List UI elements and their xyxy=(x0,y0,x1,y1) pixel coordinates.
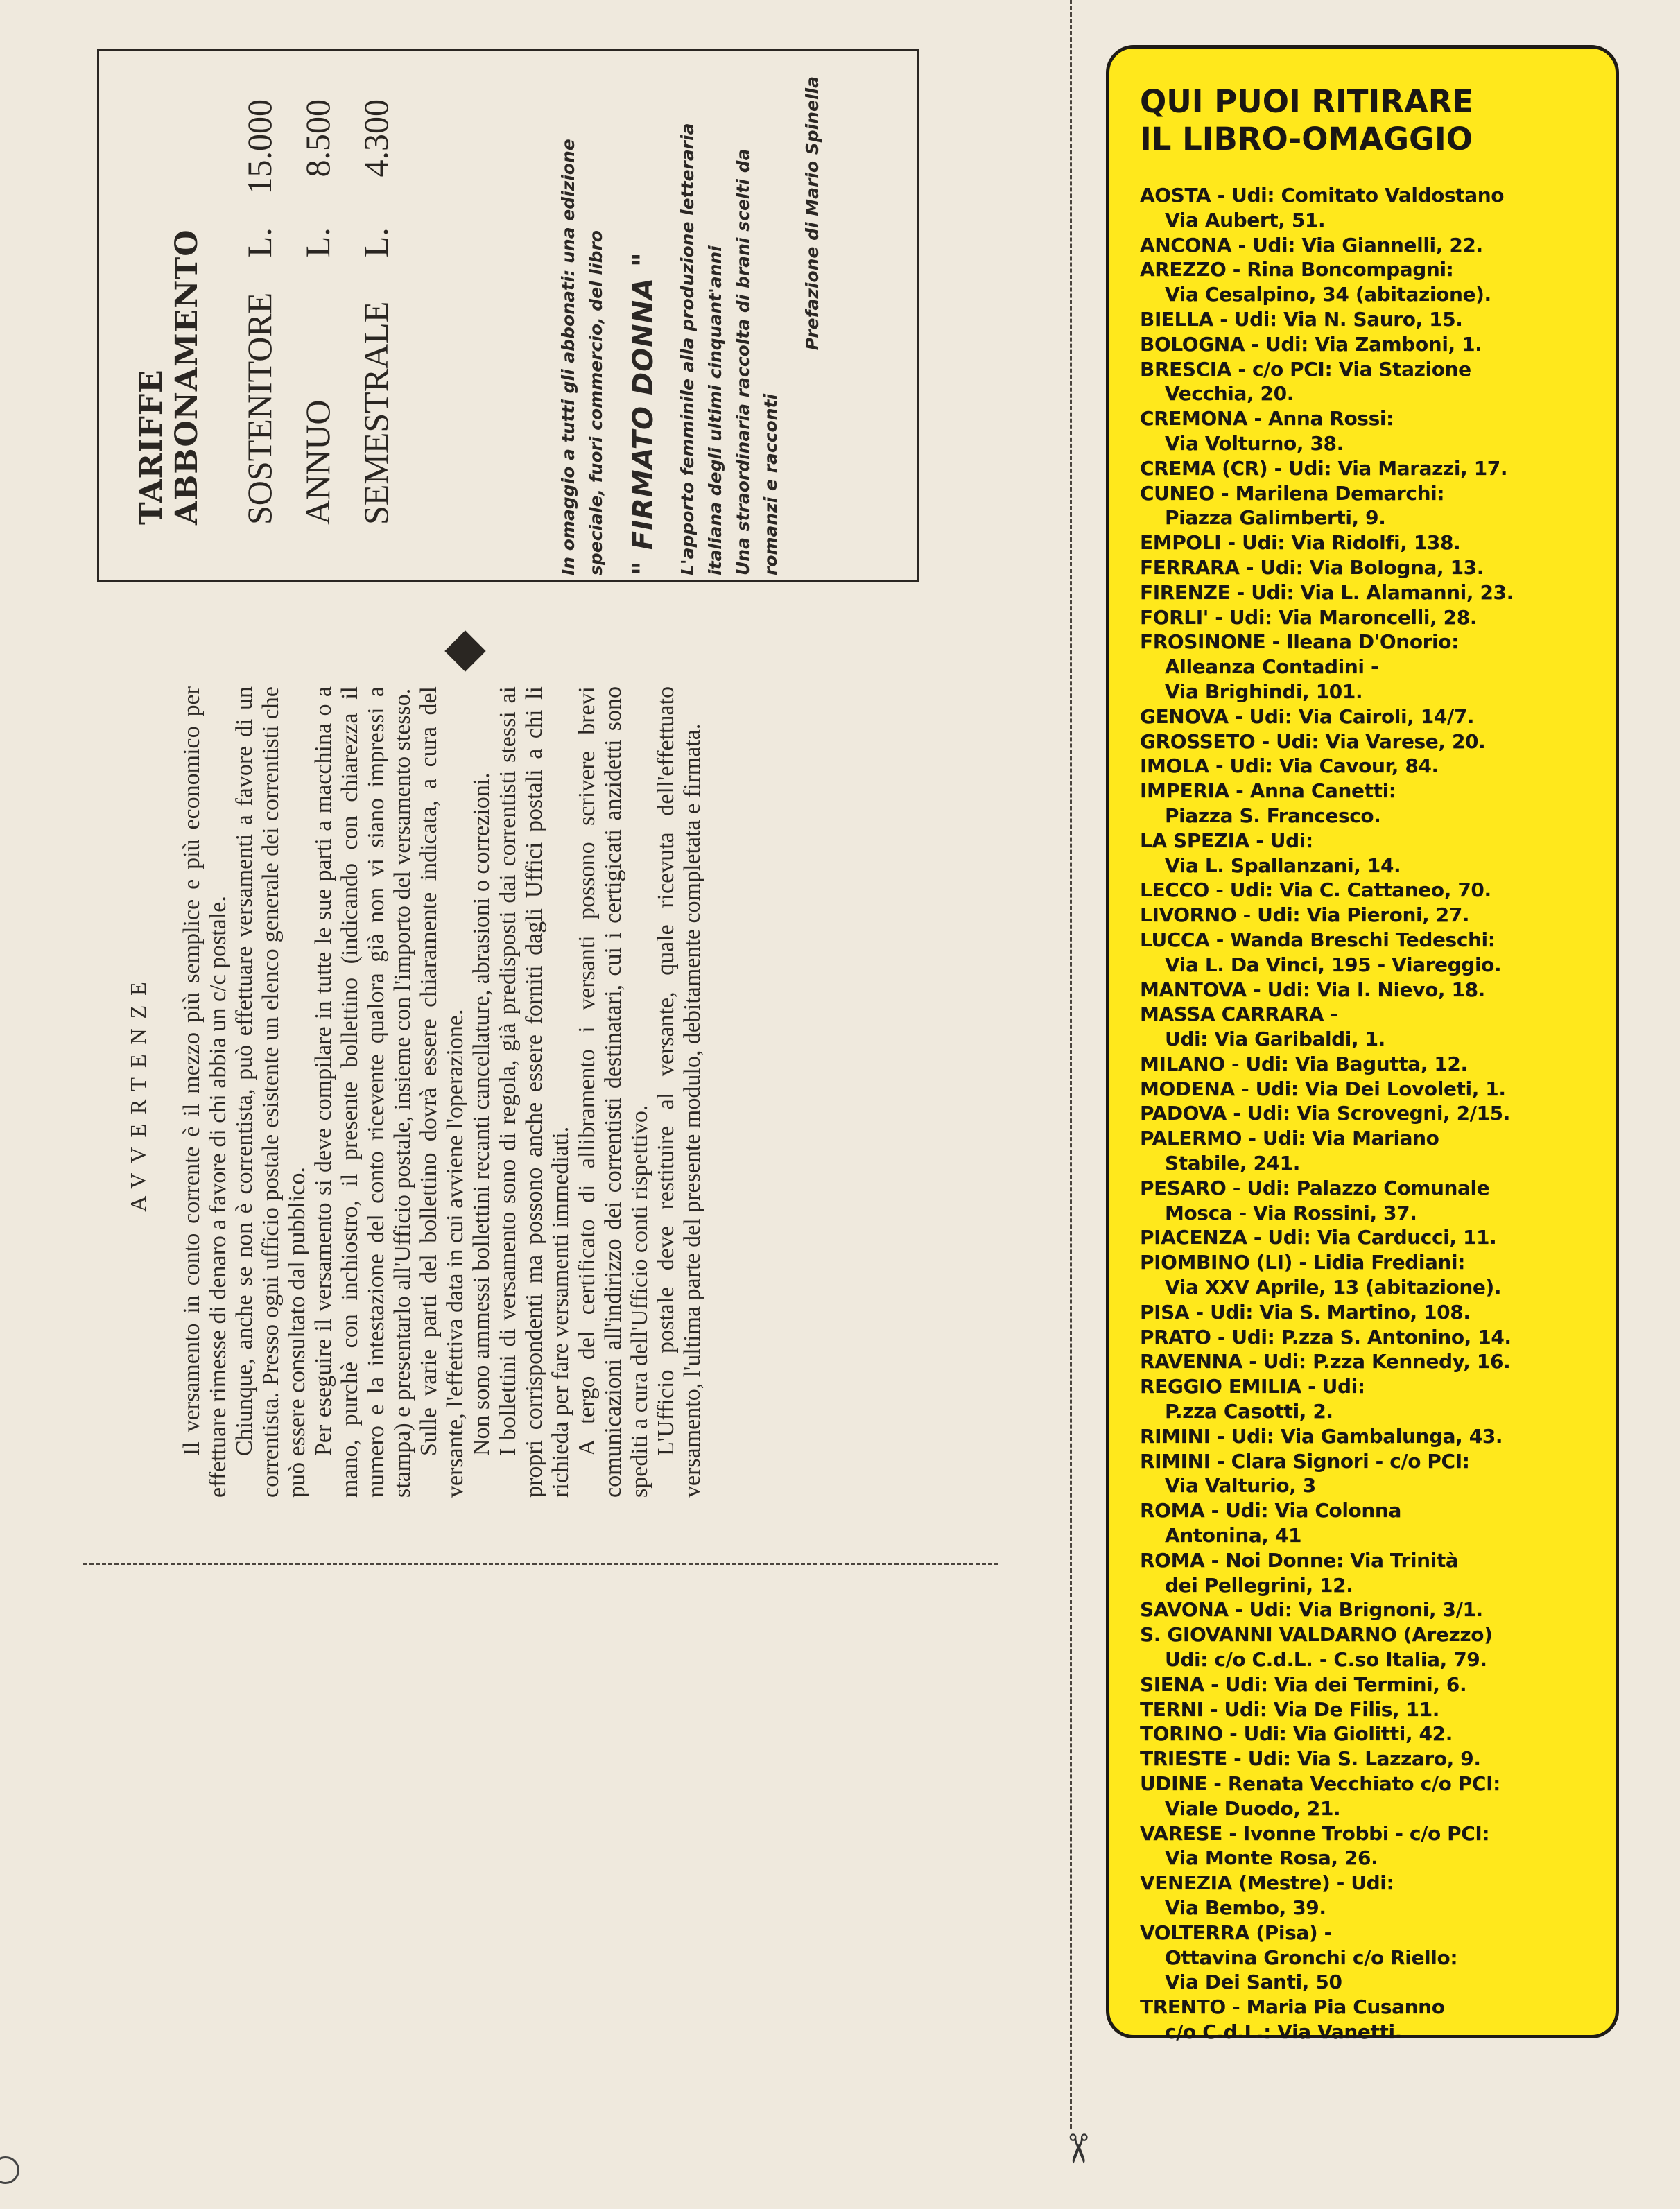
location-line-continued: Via Brighindi, 101. xyxy=(1165,679,1363,703)
location-line: LUCCA - Wanda Breschi Tedeschi: xyxy=(1140,928,1496,951)
location-entry xyxy=(1140,928,1597,978)
location-line-continued: Ottavina Gronchi c/o Riello: xyxy=(1165,1946,1458,1969)
location-line: CREMA (CR) - Udi: Via Marazzi, 17. xyxy=(1140,456,1508,480)
location-entry xyxy=(1140,729,1597,754)
location-line: PIACENZA - Udi: Via Carducci, 11. xyxy=(1140,1226,1497,1249)
location-line: TERNI - Udi: Via De Filis, 11. xyxy=(1140,1697,1440,1721)
location-entry xyxy=(1140,580,1597,605)
location-line: VENEZIA (Mestre) - Udi: xyxy=(1140,1871,1394,1895)
location-entry xyxy=(1140,307,1597,332)
location-entry xyxy=(1140,456,1597,481)
location-entry xyxy=(1140,1052,1597,1077)
location-line-continued: Via Dei Santi, 50 xyxy=(1165,1970,1342,1994)
location-line: ROMA - Udi: Via Colonna xyxy=(1140,1499,1401,1523)
tariff-currency: L. xyxy=(298,227,337,258)
diamond-icon xyxy=(444,630,485,671)
location-line: LA SPEZIA - Udi: xyxy=(1140,829,1313,852)
location-entry xyxy=(1140,1300,1597,1325)
location-entry xyxy=(1140,1747,1597,1771)
location-line: CUNEO - Marilena Demarchi: xyxy=(1140,481,1445,505)
location-entry xyxy=(1140,1225,1597,1250)
location-line: AREZZO - Rina Boncompagni: xyxy=(1140,258,1454,281)
location-entry xyxy=(1140,1995,1597,2045)
tariff-amount: 15.000 xyxy=(240,99,279,195)
location-entry xyxy=(1140,183,1597,233)
location-entry xyxy=(1140,1374,1597,1424)
pickup-locations-panel xyxy=(1106,45,1619,2043)
location-entry xyxy=(1140,903,1597,928)
location-line-continued: Stabile, 241. xyxy=(1165,1152,1300,1175)
tariff-label: ANNUO xyxy=(298,399,337,525)
location-line: PRATO - Udi: P.zza S. Antonino, 14. xyxy=(1140,1325,1512,1349)
location-line: AOSTA - Udi: Comitato Valdostano xyxy=(1140,184,1505,207)
tariff-table xyxy=(239,99,414,525)
location-line-continued: Udi: Via Garibaldi, 1. xyxy=(1165,1028,1385,1051)
avvertenze-paragraph: Sulle varie parti del bollettino dovrà essere chiaramente indicata, a cura del versante, l'effettiva data in cui avviene l'operazione. xyxy=(416,686,468,1498)
location-entry xyxy=(1140,1722,1597,1747)
location-line-continued: Via Aubert, 51. xyxy=(1165,208,1326,232)
location-entry xyxy=(1140,1871,1597,1921)
location-entry xyxy=(1140,1498,1597,1548)
location-line: S. GIOVANNI VALDARNO (Arezzo) xyxy=(1140,1623,1493,1647)
location-entry xyxy=(1140,605,1597,630)
omaggio-block xyxy=(555,69,887,575)
location-line-continued: Vecchia, 20. xyxy=(1165,382,1294,406)
location-line: VOLTERRA (Pisa) - xyxy=(1140,1921,1332,1944)
location-line: MANTOVA - Udi: Via I. Nievo, 18. xyxy=(1140,978,1485,1001)
location-line: TRENTO - Maria Pia Cusanno xyxy=(1140,1995,1445,2019)
location-line: FORLI' - Udi: Via Maroncelli, 28. xyxy=(1140,605,1478,629)
location-line: MASSA CARRARA - xyxy=(1140,1003,1338,1026)
location-line: RIMINI - Udi: Via Gambalunga, 43. xyxy=(1140,1424,1503,1448)
tariff-currency: L. xyxy=(240,227,279,258)
location-entry xyxy=(1140,978,1597,1003)
avvertenze-paragraph: Il versamento in conto corrente è il mezzo più semplice e più economico per effettuare rimesse di denaro a favore di chi abbia un c/c postale. xyxy=(179,686,231,1498)
location-entry xyxy=(1140,754,1597,779)
location-entry xyxy=(1140,630,1597,704)
omaggio-desc-1: L'apporto femminile alla produzione letteraria xyxy=(677,123,698,575)
scissors-icon: ✂ xyxy=(1055,2131,1100,2166)
location-line: ANCONA - Udi: Via Giannelli, 22. xyxy=(1140,233,1483,257)
location-line: BOLOGNA - Udi: Via Zamboni, 1. xyxy=(1140,332,1482,356)
location-line: IMOLA - Udi: Via Cavour, 84. xyxy=(1140,754,1439,778)
location-line: PADOVA - Udi: Via Scrovegni, 2/15. xyxy=(1140,1102,1510,1125)
location-line: MODENA - Udi: Via Dei Lovoleti, 1. xyxy=(1140,1077,1506,1100)
location-entry xyxy=(1140,1771,1597,1821)
cut-line-vertical xyxy=(1070,0,1072,2129)
location-entry xyxy=(1140,530,1597,555)
location-entry xyxy=(1140,257,1597,307)
location-line: RAVENNA - Udi: P.zza Kennedy, 16. xyxy=(1140,1350,1511,1374)
location-line: BIELLA - Udi: Via N. Sauro, 15. xyxy=(1140,307,1463,331)
location-line: VARESE - Ivonne Trobbi - c/o PCI: xyxy=(1140,1821,1490,1845)
location-line-continued: Via Cesalpino, 34 (abitazione). xyxy=(1165,283,1491,306)
location-entry xyxy=(1140,332,1597,357)
location-entry xyxy=(1140,878,1597,903)
tariff-row xyxy=(356,99,414,525)
location-entry xyxy=(1140,1101,1597,1126)
location-line: MILANO - Udi: Via Bagutta, 12. xyxy=(1140,1052,1468,1075)
location-line-continued: Via L. Da Vinci, 195 - Viareggio. xyxy=(1165,953,1502,976)
location-line: BRESCIA - c/o PCI: Via Stazione xyxy=(1140,357,1471,381)
location-entry xyxy=(1140,1622,1597,1672)
tariff-amount: 8.500 xyxy=(298,99,337,177)
location-line-continued: Udi: c/o C.d.L. - C.so Italia, 79. xyxy=(1165,1648,1487,1672)
location-line: SAVONA - Udi: Via Brignoni, 3/1. xyxy=(1140,1598,1483,1622)
location-entry xyxy=(1140,233,1597,258)
location-line: LECCO - Udi: Via C. Cattaneo, 70. xyxy=(1140,878,1491,902)
tariff-row xyxy=(297,99,356,525)
location-line-continued: dei Pellegrini, 12. xyxy=(1165,1573,1353,1597)
location-entry xyxy=(1140,481,1597,531)
omaggio-intro-1: In omaggio a tutti gli abbonati: una edizione xyxy=(558,139,578,575)
location-line-continued: Via Monte Rosa, 26. xyxy=(1165,1846,1378,1870)
location-line: UDINE - Renata Vecchiato c/o PCI: xyxy=(1140,1772,1500,1795)
location-line-continued: Via Bembo, 39. xyxy=(1165,1896,1326,1919)
location-entry xyxy=(1140,1449,1597,1499)
location-entry xyxy=(1140,704,1597,729)
location-line-continued: Antonina, 41 xyxy=(1165,1524,1302,1548)
location-line: FROSINONE - Ileana D'Onorio: xyxy=(1140,630,1459,654)
location-entry xyxy=(1140,829,1597,878)
location-line: TRIESTE - Udi: Via S. Lazzaro, 9. xyxy=(1140,1747,1481,1771)
book-title: " FIRMATO DONNA " xyxy=(627,252,659,575)
location-entry xyxy=(1140,357,1597,407)
location-entry xyxy=(1140,1548,1597,1598)
tariff-label: SEMESTRALE xyxy=(356,301,395,525)
panel-title-line: QUI PUOI RITIRARE xyxy=(1140,83,1474,120)
location-entry xyxy=(1140,1349,1597,1374)
avvertenze-paragraph: Non sono ammessi bollettini recanti cancellature, abrasioni o correzioni. xyxy=(469,772,494,1456)
avvertenze-paragraph: L'Ufficio postale deve restituire al versante, quale ricevuta dell'effettuato versamento, l'ultima parte del presente modulo, debitamente completata e firmata. xyxy=(653,686,705,1498)
location-line: FERRARA - Udi: Via Bologna, 13. xyxy=(1140,555,1484,579)
location-line: REGGIO EMILIA - Udi: xyxy=(1140,1375,1365,1398)
cut-line-horizontal xyxy=(83,1563,998,1565)
location-entry xyxy=(1140,1077,1597,1102)
location-line: PISA - Udi: Via S. Martino, 108. xyxy=(1140,1300,1471,1324)
location-line-continued: Via Valturio, 3 xyxy=(1165,1474,1316,1498)
location-line-continued: Piazza Galimberti, 9. xyxy=(1165,506,1386,530)
avvertenze-section xyxy=(125,686,922,1498)
location-line-continued: P.zza Casotti, 2. xyxy=(1165,1400,1333,1423)
tariff-row xyxy=(239,99,297,525)
location-line: CREMONA - Anna Rossi: xyxy=(1140,407,1394,431)
location-line-continued: Alleanza Contadini - xyxy=(1165,655,1379,679)
location-line: EMPOLI - Udi: Via Ridolfi, 138. xyxy=(1140,531,1461,555)
location-line-continued: Viale Duodo, 21. xyxy=(1165,1796,1341,1820)
avvertenze-paragraph: Per eseguire il versamento si deve compilare in tutte le sue parti a macchina o a mano, purchè con inchiostro, il presente bollettino (indicando con chiarezza il numero e la intestazione del conto ricevente qualora già non vi siano impressi a stampa) e presentarlo all'Ufficio postale, insieme con l'importo del versamento stesso. xyxy=(311,686,415,1498)
location-entry xyxy=(1140,1597,1597,1622)
omaggio-desc-2: italiana degli ultimi cinquant'anni xyxy=(705,245,725,575)
location-line-continued: Via Volturno, 38. xyxy=(1165,431,1344,455)
location-line: FIRENZE - Udi: Via L. Alamanni, 23. xyxy=(1140,580,1514,604)
location-entry xyxy=(1140,406,1597,456)
location-line-continued: Via L. Spallanzani, 14. xyxy=(1165,854,1401,877)
omaggio-desc-3: Una straordinaria raccolta di brani scelti da xyxy=(733,148,753,575)
location-line: GENOVA - Udi: Via Cairoli, 14/7. xyxy=(1140,704,1475,728)
location-entry xyxy=(1140,1176,1597,1226)
avvertenze-title: AVVERTENZE xyxy=(125,972,150,1212)
location-entry xyxy=(1140,1250,1597,1300)
tariff-currency: L. xyxy=(356,227,395,258)
tariff-title: TARIFFE ABBONAMENTO xyxy=(134,229,205,525)
omaggio-intro-2: speciale, fuori commercio, del libro xyxy=(586,230,606,575)
tariff-label: SOSTENITORE xyxy=(240,292,279,525)
omaggio-desc-4: romanzi e racconti xyxy=(761,393,781,575)
location-line-continued: Mosca - Via Rossini, 37. xyxy=(1165,1201,1417,1224)
panel-title xyxy=(1140,83,1597,158)
location-entry xyxy=(1140,1821,1597,1871)
location-line-continued: Piazza S. Francesco. xyxy=(1165,804,1381,827)
location-entry xyxy=(1140,1424,1597,1449)
location-entry xyxy=(1140,1697,1597,1722)
location-entry xyxy=(1140,1672,1597,1697)
location-line: GROSSETO - Udi: Via Varese, 20. xyxy=(1140,729,1486,753)
location-entry xyxy=(1140,1325,1597,1350)
location-entry xyxy=(1140,779,1597,829)
location-line: IMPERIA - Anna Canetti: xyxy=(1140,779,1396,803)
location-line: RIMINI - Clara Signori - c/o PCI: xyxy=(1140,1449,1470,1473)
location-line: PIOMBINO (LI) - Lidia Frediani: xyxy=(1140,1251,1466,1274)
tariff-amount: 4.300 xyxy=(356,99,395,177)
location-line: ROMA - Noi Donne: Via Trinità xyxy=(1140,1548,1459,1572)
location-entry xyxy=(1140,555,1597,580)
registration-mark xyxy=(0,2156,19,2184)
location-line: PESARO - Udi: Palazzo Comunale xyxy=(1140,1176,1490,1199)
preface-credit: Prefazione di Mario Spinella xyxy=(802,76,822,351)
avvertenze-paragraph: A tergo del certificato di allibramento i versanti possono scrivere brevi comunicazioni all'indirizzo dei correntisti destinatari, cui i certigicati anzidetti sono spediti a cura dell'Ufficio conti rispettivo. xyxy=(574,686,652,1498)
location-list xyxy=(1140,183,1597,2045)
location-entry xyxy=(1140,1921,1597,1995)
location-line: TORINO - Udi: Via Giolitti, 42. xyxy=(1140,1722,1453,1746)
avvertenze-paragraph: I bollettini di versamento sono di regola, già predisposti dai correntisti stessi ai propri corrispondenti ma possono anche essere forniti dagli Uffici postali a chi li richieda per fare versamenti immediati. xyxy=(495,686,573,1498)
location-line: SIENA - Udi: Via dei Termini, 6. xyxy=(1140,1672,1467,1696)
location-line-continued: Via XXV Aprile, 13 (abitazione). xyxy=(1165,1276,1502,1299)
avvertenze-paragraph: Chiunque, anche se non è correntista, può effettuare versamenti a favore di un correntista. Presso ogni ufficio postale esistente un elenco generale dei correntisti che può essere consultato dal pubblico. xyxy=(232,686,310,1498)
location-line: LIVORNO - Udi: Via Pieroni, 27. xyxy=(1140,903,1470,927)
panel-title-line: IL LIBRO-OMAGGIO xyxy=(1140,121,1473,157)
location-entry xyxy=(1140,1126,1597,1176)
location-entry xyxy=(1140,1002,1597,1052)
location-line-continued: c/o C.d.L.: Via Vanetti. xyxy=(1165,2020,1402,2043)
location-line: PALERMO - Udi: Via Mariano xyxy=(1140,1127,1439,1150)
